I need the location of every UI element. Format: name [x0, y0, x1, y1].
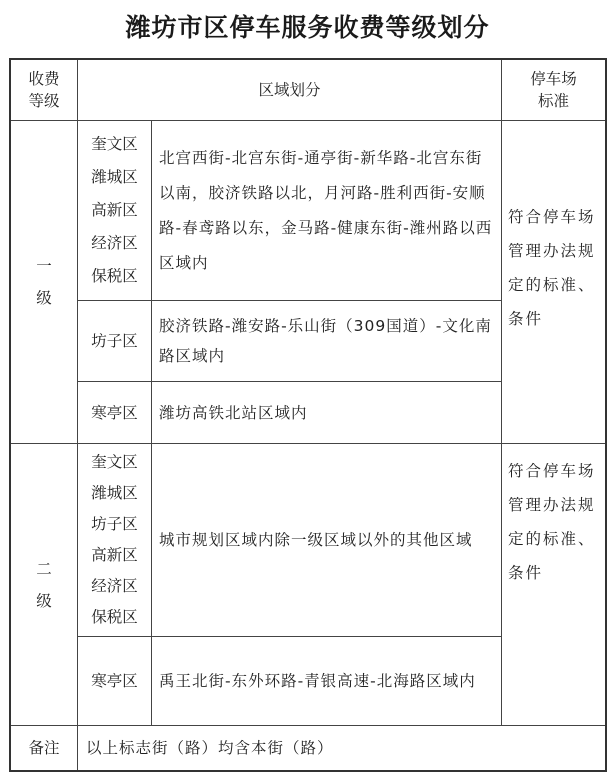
district-name: 坊子区	[91, 515, 138, 533]
district-name: 保税区	[91, 267, 138, 285]
grade1-label	[11, 120, 77, 443]
grade1-row3-area: 潍坊高铁北站区域内	[159, 403, 308, 422]
district-name: 经济区	[91, 577, 138, 595]
grade2-row1-districts	[78, 444, 151, 636]
grade1-row1-districts	[78, 121, 151, 300]
grade1-label-line2: 级	[36, 288, 52, 307]
grade2-label-line1: 二	[36, 559, 52, 578]
grade1-row3-district: 寒亭区	[91, 403, 138, 422]
grade1-label-line1: 一	[36, 256, 52, 275]
grading-table	[9, 58, 607, 772]
grade1-row1-area: 北宫西街-北宫东街-通亭街-新华路-北宫东街以南，胶济铁路以北，月河路-胜利西街-安顺路-春鸢路以东，金马路-健康东街-潍州路以西区域内	[159, 148, 493, 272]
header-standard	[502, 60, 605, 120]
grade2-row2-area: 禹王北街-东外环路-青银高速-北海路区域内	[159, 672, 476, 690]
header-standard-line2: 标准	[537, 92, 569, 110]
district-name: 潍城区	[91, 484, 138, 502]
header-area: 区域划分	[258, 81, 321, 99]
grade2-standard: 符合停车场管理办法规定的标准、条件	[508, 462, 596, 582]
grade2-label-line2: 级	[36, 591, 52, 610]
district-name: 保税区	[91, 608, 138, 626]
district-name: 奎文区	[91, 453, 138, 471]
district-name: 高新区	[91, 546, 138, 564]
district-name: 潍城区	[91, 168, 138, 186]
grade2-row2-district: 寒亭区	[91, 672, 138, 690]
grade2-label	[11, 444, 77, 725]
header-grade	[11, 60, 77, 120]
grade1-row2-district: 坊子区	[91, 332, 138, 350]
district-name: 高新区	[91, 201, 138, 219]
district-name: 经济区	[91, 234, 138, 252]
header-grade-line2: 等级	[28, 92, 60, 110]
remark-text: 以上标志街（路）均含本街（路）	[86, 739, 334, 757]
page-title: 潍坊市区停车服务收费等级划分	[125, 13, 490, 42]
grade2-row1-area: 城市规划区域内除一级区域以外的其他区域	[159, 531, 473, 549]
header-grade-line1: 收费	[28, 70, 60, 88]
grade1-row2-area: 胶济铁路-潍安路-乐山街（309国道）-文化南路区域内	[159, 317, 492, 365]
remark-label: 备注	[28, 739, 60, 757]
header-standard-line1: 停车场	[530, 70, 577, 88]
divider-col3	[501, 60, 502, 725]
district-name: 奎文区	[91, 135, 138, 153]
grade1-standard: 符合停车场管理办法规定的标准、条件	[508, 208, 596, 328]
